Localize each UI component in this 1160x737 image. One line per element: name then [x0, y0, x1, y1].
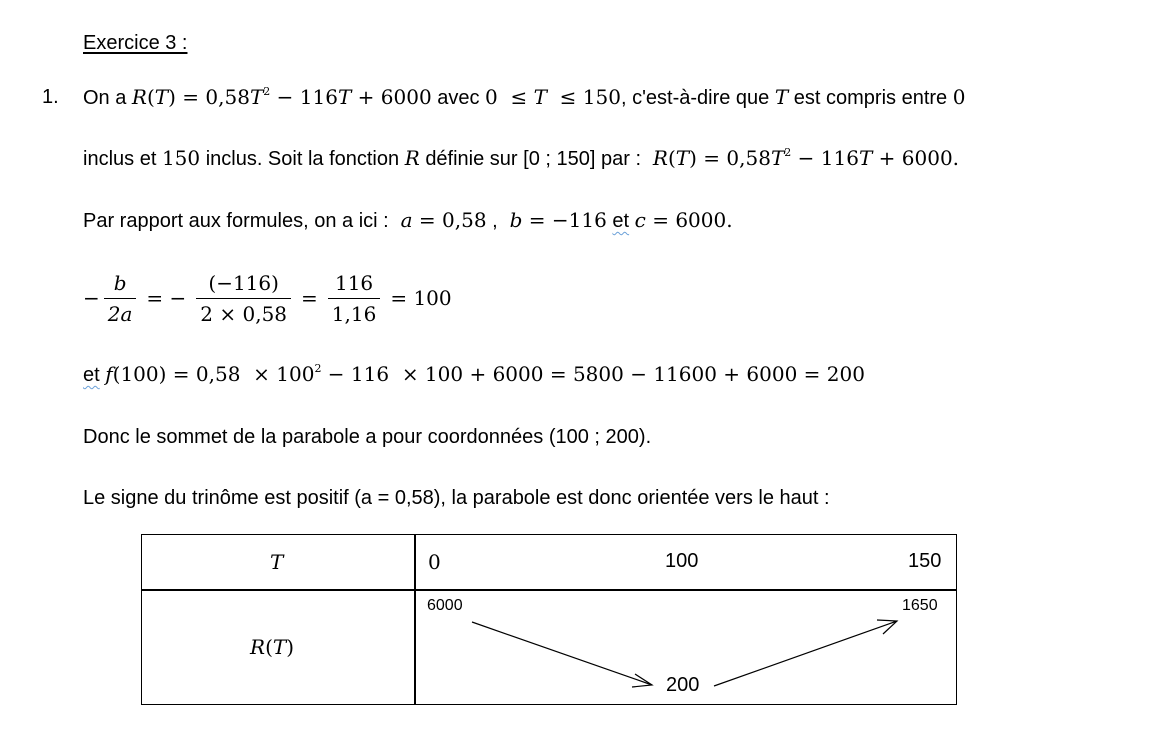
frac3-den: 1,16	[328, 298, 381, 326]
line-1-prefix: On a	[83, 87, 127, 109]
exercise-heading: Exercice 3 :	[83, 32, 188, 54]
r-value-start: 6000	[427, 597, 463, 614]
line-1-suffix: , c'est-à-dire que	[620, 87, 770, 109]
r-value-min: 200	[666, 674, 700, 696]
eq1: = −	[146, 286, 187, 310]
line-3-prefix: Par rapport aux formules, on a ici :	[83, 210, 389, 232]
line-3-et: et	[612, 210, 630, 232]
line-5-et: et	[83, 364, 100, 386]
coef-c: c = 6000.	[634, 208, 733, 232]
line-7: Le signe du trinôme est positif (a = 0,58), la parabole est donc orientée vers le haut :	[83, 487, 830, 509]
line-1-formula: $R(T) = 0,58T^2 - 116T + 6000$	[131, 85, 432, 109]
fraction-b-over-2a	[104, 271, 137, 326]
frac2-num: (−116)	[208, 270, 279, 295]
frac1-den: 2a	[104, 298, 137, 326]
variation-table	[141, 534, 957, 705]
line-6: Donc le sommet de la parabole a pour coordonnées (100 ; 200).	[83, 426, 652, 448]
decreasing-arrow	[472, 622, 652, 687]
eq2: =	[301, 286, 318, 310]
frac2-den: 2 × 0,58	[196, 298, 291, 326]
line-2-prefix: inclus et	[83, 148, 157, 170]
frac1-num: b	[113, 270, 127, 295]
line-1-suffix2: est compris entre	[793, 87, 948, 109]
line-5-formula: $f(100) = 0,58 \times 100^2 - 116 \times 100 + 6000 = 5800 - 11600 + 6000 = 200$	[105, 362, 865, 386]
item-number: 1.	[42, 86, 59, 108]
t-value-150: 150	[908, 550, 942, 572]
t-value-100: 100	[665, 550, 699, 572]
table-row-label: R(T)	[250, 635, 295, 659]
vertex-x-result: = 100	[390, 286, 452, 310]
line-3-sep: ,	[492, 210, 498, 232]
lead-minus: −	[83, 286, 100, 310]
fraction-116-over-116	[328, 271, 381, 326]
fraction-116-over-2x058	[196, 271, 291, 326]
line-2-middle2: définie sur [0 ; 150] par :	[425, 148, 641, 170]
r-value-end: 1650	[902, 597, 938, 614]
coef-b: b = −116	[509, 208, 607, 232]
line-2-var: R	[404, 146, 420, 170]
line-1-connector: avec	[437, 87, 480, 109]
vertex-x-computation	[83, 265, 452, 331]
line-2	[83, 146, 959, 171]
coef-a: a = 0,58	[400, 208, 487, 232]
frac3-num: 116	[334, 270, 374, 295]
line-5	[83, 362, 865, 387]
line-1	[83, 85, 965, 110]
table-header-var: T	[270, 550, 284, 574]
line-1-range: 0 ≤ T ≤ 150	[485, 85, 621, 109]
line-2-150: 150	[161, 146, 201, 170]
line-2-middle: inclus. Soit la fonction	[205, 148, 400, 170]
line-2-formula: $R(T) = 0,58T^2 - 116T + 6000$.	[652, 146, 960, 170]
increasing-arrow	[714, 620, 897, 686]
line-3	[83, 208, 733, 233]
variation-arrows	[142, 535, 958, 706]
line-1-var: T	[774, 85, 789, 109]
line-1-zero: 0	[952, 85, 966, 109]
t-value-0: 0	[428, 550, 441, 574]
